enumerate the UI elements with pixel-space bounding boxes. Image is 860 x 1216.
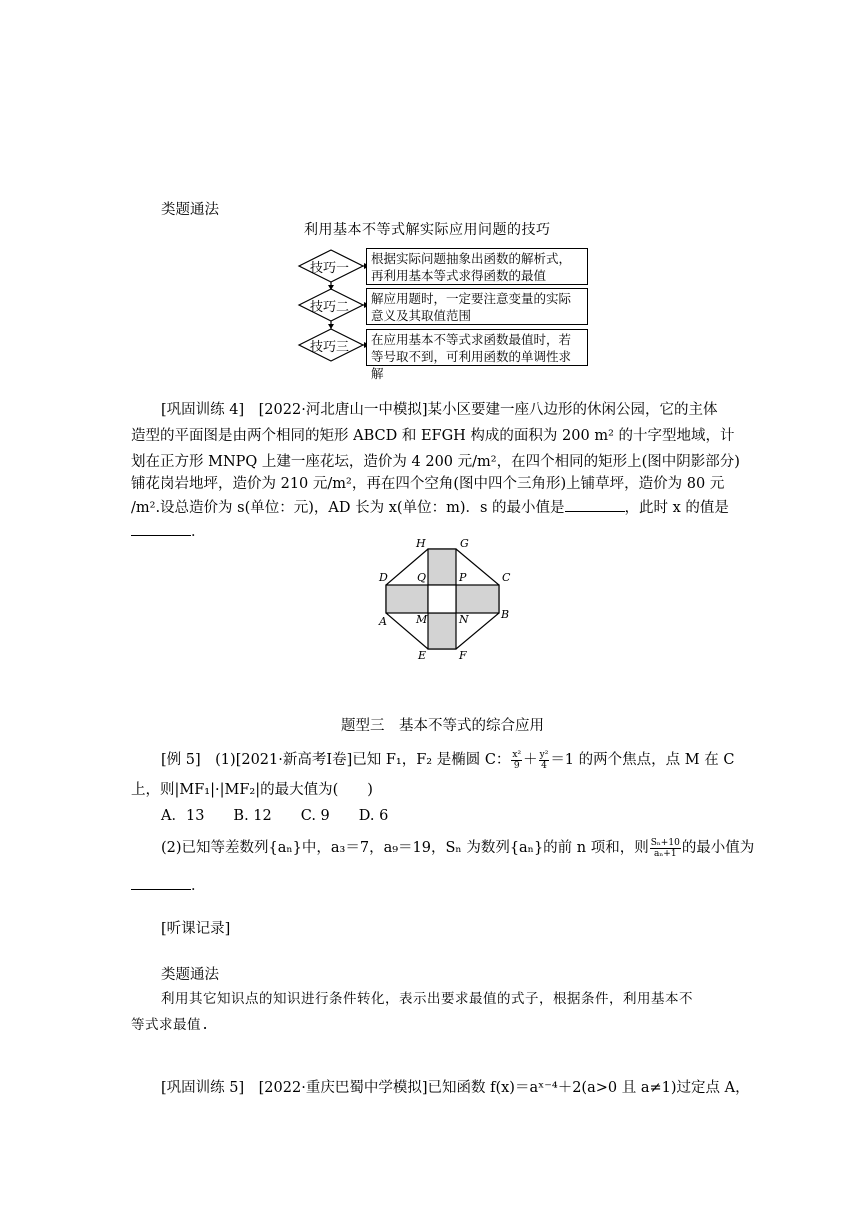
method-text-line1: 利用其它知识点的知识进行条件转化，表示出要求最值的式子，根据条件，利用基本不 — [161, 991, 693, 1007]
train4-line5-b: ，此时 x 的值是 — [624, 500, 729, 516]
ex5-line2: 上，则|MF₁|·|MF₂|的最大值为( ) — [131, 782, 373, 798]
train4-line5-a: /m².设总造价为 s(单位：元)，AD 长为 x(单位：m)．s 的最小值是 — [131, 500, 565, 516]
frac-y-num: y² — [539, 749, 549, 760]
method-label-2: 类题通法 — [161, 967, 219, 983]
ex5-line1-a: [例 5] (1)[2021·新高考Ⅰ卷]已知 F₁，F₂ 是椭圆 C： — [161, 752, 511, 768]
label-E: E — [418, 649, 427, 662]
label-D: D — [379, 571, 388, 584]
tip-2-label: 技巧二 — [310, 300, 350, 315]
ex5-line3 — [161, 836, 754, 859]
method-text-line2: 等式求最值. — [131, 1017, 210, 1033]
train4-line6-period: ． — [191, 524, 206, 540]
label-C: C — [502, 571, 511, 584]
ex5-line4-period: ． — [191, 878, 206, 894]
label-M: M — [416, 613, 428, 626]
train4-line3: 划在正方形 MNPQ 上建一座花坛，造价为 4 200 元/m²，在四个相同的矩形上(图中阴影部分) — [131, 454, 740, 470]
ex5-line1 — [161, 748, 734, 771]
fraction-y2-over-4 — [539, 750, 550, 771]
train4-line5 — [131, 496, 729, 517]
train4-line6 — [131, 520, 206, 541]
ex5-line3-b: 的最小值为 — [681, 840, 755, 856]
train5-line1: [巩固训练 5] [2022·重庆巴蜀中学模拟]已知函数 f(x)＝aˣ⁻⁴＋2(a>0 且 a≠1)过定点 A， — [161, 1080, 750, 1096]
tip-3-label: 技巧三 — [310, 340, 350, 355]
frac-s-den: aₙ+1 — [654, 848, 677, 859]
frac-y-den: 4 — [541, 760, 547, 771]
train4-line4: 铺花岗岩地坪，造价为 210 元/m²，再在四个空角(图中四个三角形)上铺草坪，造价为 80 元 — [131, 476, 725, 492]
frac-x-num: x² — [512, 749, 522, 760]
method-label: 类题通法 — [161, 202, 219, 218]
tip-1-box: 根据实际问题抽象出函数的解析式，再利用基本等式求得函数的最值 — [366, 248, 588, 285]
label-A: A — [379, 615, 387, 628]
answer-blank-s — [565, 499, 625, 512]
tip-3-box: 在应用基本不等式求函数最值时，若等号取不到，可利用函数的单调性求解 — [366, 329, 588, 366]
fraction-x2-over-9 — [511, 750, 522, 771]
octagon-figure — [370, 535, 520, 663]
label-P: P — [459, 571, 467, 584]
ex5-line3-a: (2)已知等差数列{aₙ}中，a₃＝7，a₉＝19，Sₙ 为数列{aₙ}的前 n 项和，则 — [161, 840, 649, 856]
answer-blank-min — [131, 877, 191, 890]
label-G: G — [460, 537, 469, 550]
frac-s-num: Sₙ+10 — [650, 837, 680, 848]
fraction-sn-over-an — [650, 838, 681, 859]
train4-line2: 造型的平面图是由两个相同的矩形 ABCD 和 EFGH 构成的面积为 200 m² 的十字型地域，计 — [131, 428, 735, 444]
label-B: B — [501, 608, 510, 621]
flowchart-title: 利用基本不等式解实际应用问题的技巧 — [304, 222, 551, 238]
tip-2-box: 解应用题时，一定要注意变量的实际意义及其取值范围 — [366, 288, 588, 325]
notes-label: [听课记录] — [161, 921, 231, 937]
ex5-line1-b: ＝1 的两个焦点，点 M 在 C — [550, 752, 735, 768]
ex5-options: A．13 B. 12 C. 9 D. 6 — [161, 808, 389, 824]
plus-sign: ＋ — [523, 752, 538, 768]
tip-1-label: 技巧一 — [310, 261, 350, 276]
section-title: 题型三 基本不等式的综合应用 — [341, 718, 544, 734]
label-N: N — [459, 613, 469, 626]
frac-x-den: 9 — [513, 760, 520, 771]
label-Q: Q — [417, 571, 427, 584]
train4-line1: [巩固训练 4] [2022·河北唐山一中模拟]某小区要建一座八边形的休闲公园，它的主体 — [161, 402, 718, 418]
answer-blank-x — [131, 523, 191, 536]
label-H: H — [416, 537, 426, 550]
label-F: F — [459, 649, 467, 662]
ex5-line4 — [131, 874, 206, 895]
